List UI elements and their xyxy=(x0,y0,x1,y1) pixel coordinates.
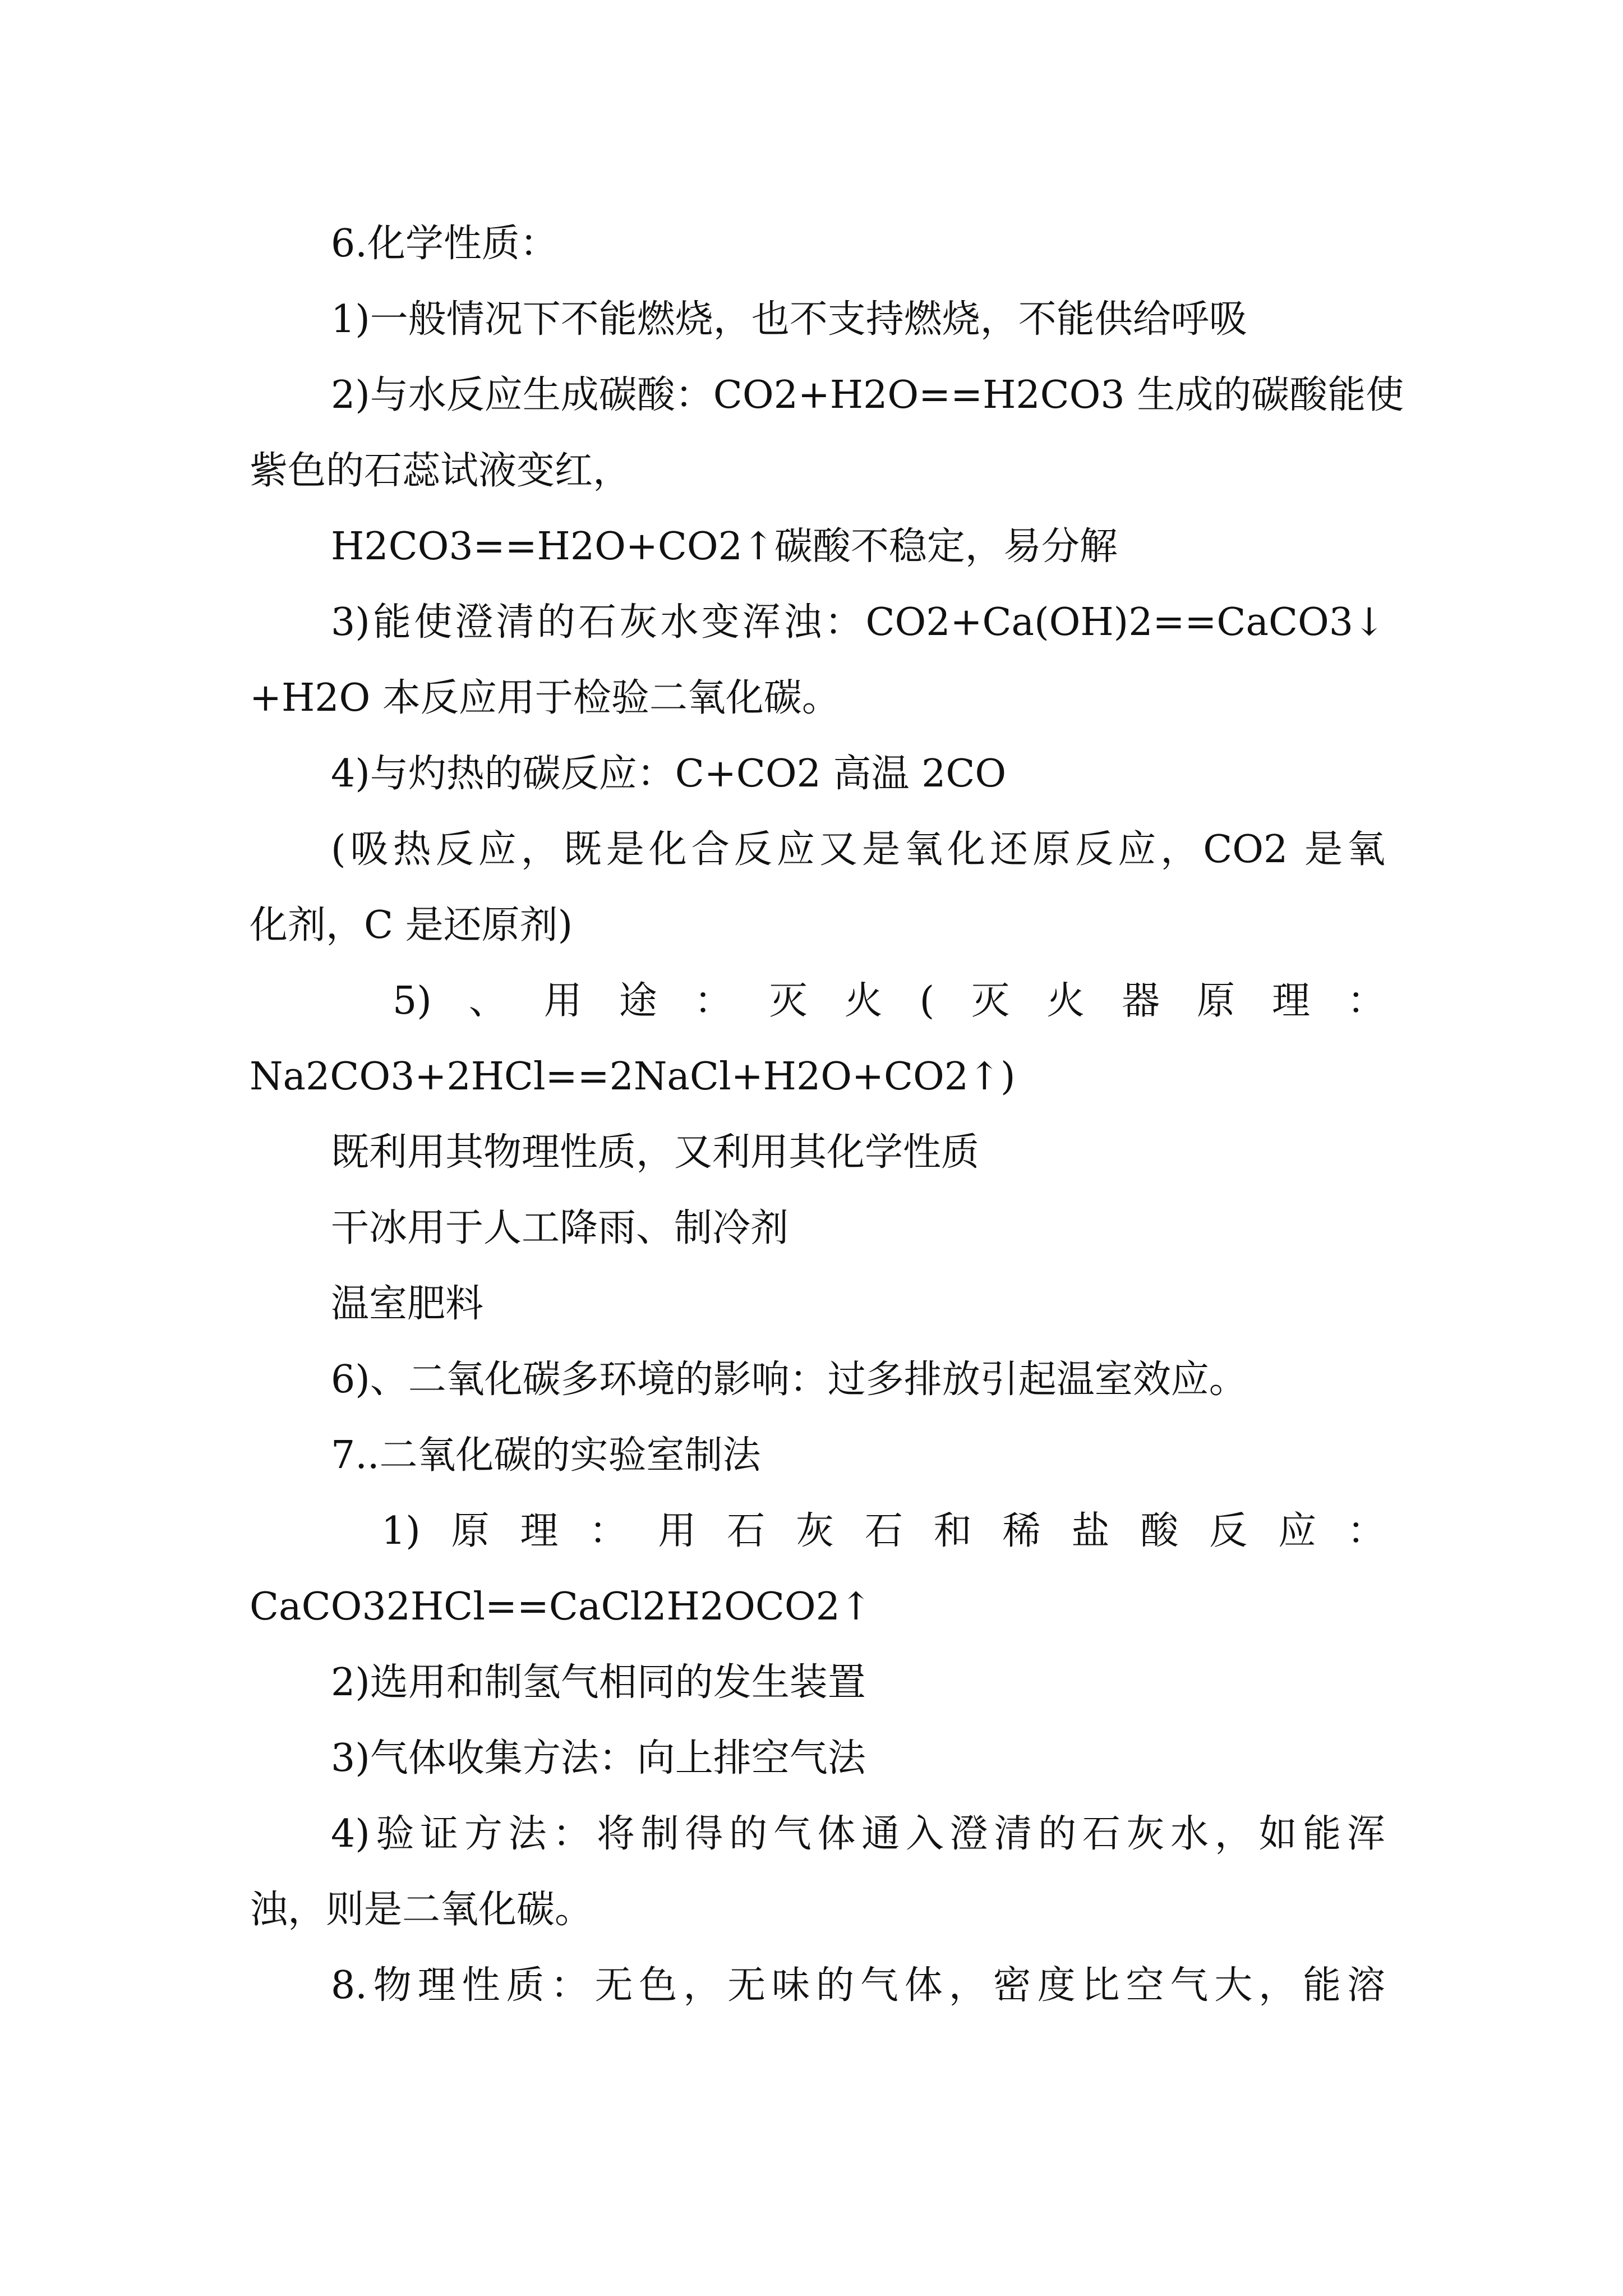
text-line: CaCO32HCl==CaCl2H2OCO2↑ xyxy=(250,1585,872,1629)
text-line: 3)气体收集方法：向上排空气法 xyxy=(331,1736,866,1780)
text-line: 浊，则是二氧化碳。 xyxy=(250,1888,593,1932)
text-line: 温室肥料 xyxy=(331,1282,484,1326)
text-line: 干冰用于人工降雨、制冷剂 xyxy=(331,1206,789,1250)
section-heading-lab-preparation: 7..二氧化碳的实验室制法 xyxy=(331,1433,761,1478)
text-line: H2CO3==H2O+CO2↑碳酸不稳定，易分解 xyxy=(331,524,1118,569)
text-line: 3)能使澄清的石灰水变浑浊：CO2+Ca(OH)2==CaCO3↓ xyxy=(331,600,1385,645)
text-line: 1)一般情况下不能燃烧，也不支持燃烧，不能供给呼吸 xyxy=(331,297,1247,342)
section-heading-chemical-properties: 6.化学性质： xyxy=(331,222,558,266)
text-line: 6)、二氧化碳多环境的影响：过多排放引起温室效应。 xyxy=(331,1358,1247,1402)
text-line: 4)与灼热的碳反应：C+CO2 高温 2CO xyxy=(331,752,1007,796)
text-line: 5)、用途：灭火(灭火器原理： xyxy=(393,979,1385,1023)
text-line: 紫色的石蕊试液变红， xyxy=(250,449,631,493)
text-line: 2)选用和制氢气相同的发生装置 xyxy=(331,1660,866,1705)
text-line: 1)原理：用石灰石和稀盐酸反应： xyxy=(381,1509,1385,1553)
text-line: Na2CO3+2HCl==2NaCl+H2O+CO2↑) xyxy=(250,1055,1016,1099)
text-line: 2)与水反应生成碳酸：CO2+H2O==H2CO3 生成的碳酸能使 xyxy=(331,373,1404,417)
text-line: +H2O 本反应用于检验二氧化碳。 xyxy=(250,676,840,720)
text-line: 既利用其物理性质，又利用其化学性质 xyxy=(331,1130,980,1175)
text-line: (吸热反应，既是化合反应又是氧化还原反应，CO2 是氧 xyxy=(331,827,1385,872)
text-line: 化剂，C 是还原剂) xyxy=(250,903,573,947)
section-heading-physical-properties: 8.物理性质：无色，无味的气体，密度比空气大，能溶 xyxy=(331,1963,1385,2008)
text-line: 4)验证方法：将制得的气体通入澄清的石灰水，如能浑 xyxy=(331,1812,1385,1856)
